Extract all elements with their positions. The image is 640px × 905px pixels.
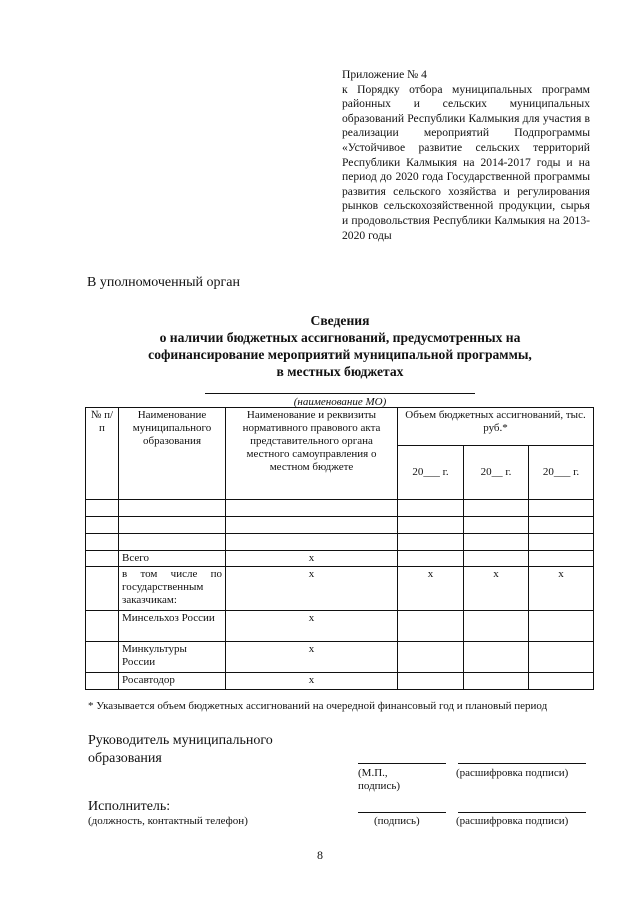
table-row bbox=[86, 517, 594, 534]
document-title bbox=[100, 312, 580, 380]
row-including-mark-act: х bbox=[226, 567, 398, 611]
table-row bbox=[86, 567, 594, 611]
table-row bbox=[86, 500, 594, 517]
mp-caption: (М.П., подпись) bbox=[358, 767, 401, 792]
mo-caption: (наименование МО) bbox=[293, 396, 387, 408]
table-row bbox=[86, 611, 594, 642]
row-total-mark: х bbox=[226, 551, 398, 567]
appendix-block bbox=[342, 68, 590, 243]
header-municipality: Наименование муниципального образования bbox=[119, 408, 226, 500]
table-row bbox=[86, 642, 594, 673]
signature-caption: (подпись) bbox=[374, 815, 420, 827]
header-year-3: 20___ г. bbox=[529, 446, 594, 500]
table-row bbox=[86, 551, 594, 567]
title-line-1: Сведения bbox=[310, 313, 370, 328]
mo-name-line bbox=[205, 393, 475, 394]
row-minselkhoz-mark: х bbox=[226, 611, 398, 642]
page-number: 8 bbox=[317, 848, 323, 862]
header-year-2: 20__ г. bbox=[464, 446, 529, 500]
appendix-text: к Порядку отбора муниципальных программ районных и сельских муниципальных образований Республики Калмыкия для участия в реализации мероприятий Подпрограммы «Устойчивое развитие сельских территорий Республики Калмыкия на 2014-2017 годы и на период до 2020 года Государственной программы развития сельского хозяйства и регулирования рынков сельскохозяйственной продукции, сырья и продовольствия Республики Калмыкия на 2013-2020 годы bbox=[342, 82, 590, 242]
header-num: № п/п bbox=[86, 408, 119, 500]
row-including-mark-year-1: х bbox=[398, 567, 464, 611]
decoding-line-2 bbox=[458, 812, 586, 813]
signature-line bbox=[358, 812, 446, 813]
executor-label: Исполнитель: bbox=[88, 799, 171, 814]
decoding-caption-1: (расшифровка подписи) bbox=[456, 767, 569, 779]
head-label: Руководитель муниципального образования bbox=[88, 733, 273, 766]
footnote: * Указывается объем бюджетных ассигнований на очередной финансовый год и плановый период bbox=[88, 700, 548, 712]
row-including-mark-year-3: х bbox=[529, 567, 594, 611]
row-total-label: Всего bbox=[119, 551, 226, 567]
row-rosavtodor-label: Росавтодор bbox=[119, 673, 226, 690]
table-row bbox=[86, 534, 594, 551]
header-volume: Объем бюджетных ассигнований, тыс. руб.* bbox=[398, 408, 594, 446]
row-minselkhoz-label: Минсельхоз России bbox=[119, 611, 226, 642]
budget-table bbox=[85, 407, 594, 690]
mp-signature-line bbox=[358, 763, 446, 764]
row-minkult-label: Минкультуры России bbox=[119, 642, 226, 673]
decoding-caption-2: (расшифровка подписи) bbox=[456, 815, 569, 827]
appendix-heading: Приложение № 4 bbox=[342, 68, 427, 81]
row-minkult-mark: х bbox=[226, 642, 398, 673]
title-line-2: о наличии бюджетных ассигнований, предусмотренных на bbox=[159, 330, 521, 345]
row-including-mark-year-2: х bbox=[464, 567, 529, 611]
row-including-label: в том числе по государственным заказчикам: bbox=[119, 567, 226, 611]
position-caption: (должность, контактный телефон) bbox=[88, 815, 248, 827]
title-line-4: в местных бюджетах bbox=[276, 364, 404, 379]
header-year-1: 20___ г. bbox=[398, 446, 464, 500]
decoding-line-1 bbox=[458, 763, 586, 764]
table-row bbox=[86, 673, 594, 690]
title-line-3: софинансирование мероприятий муниципальной программы, bbox=[148, 347, 532, 362]
addressee: В уполномоченный орган bbox=[87, 275, 240, 290]
header-act: Наименование и реквизиты нормативного правового акта представительного органа местного самоуправления о местном бюджете bbox=[226, 408, 398, 500]
row-rosavtodor-mark: х bbox=[226, 673, 398, 690]
